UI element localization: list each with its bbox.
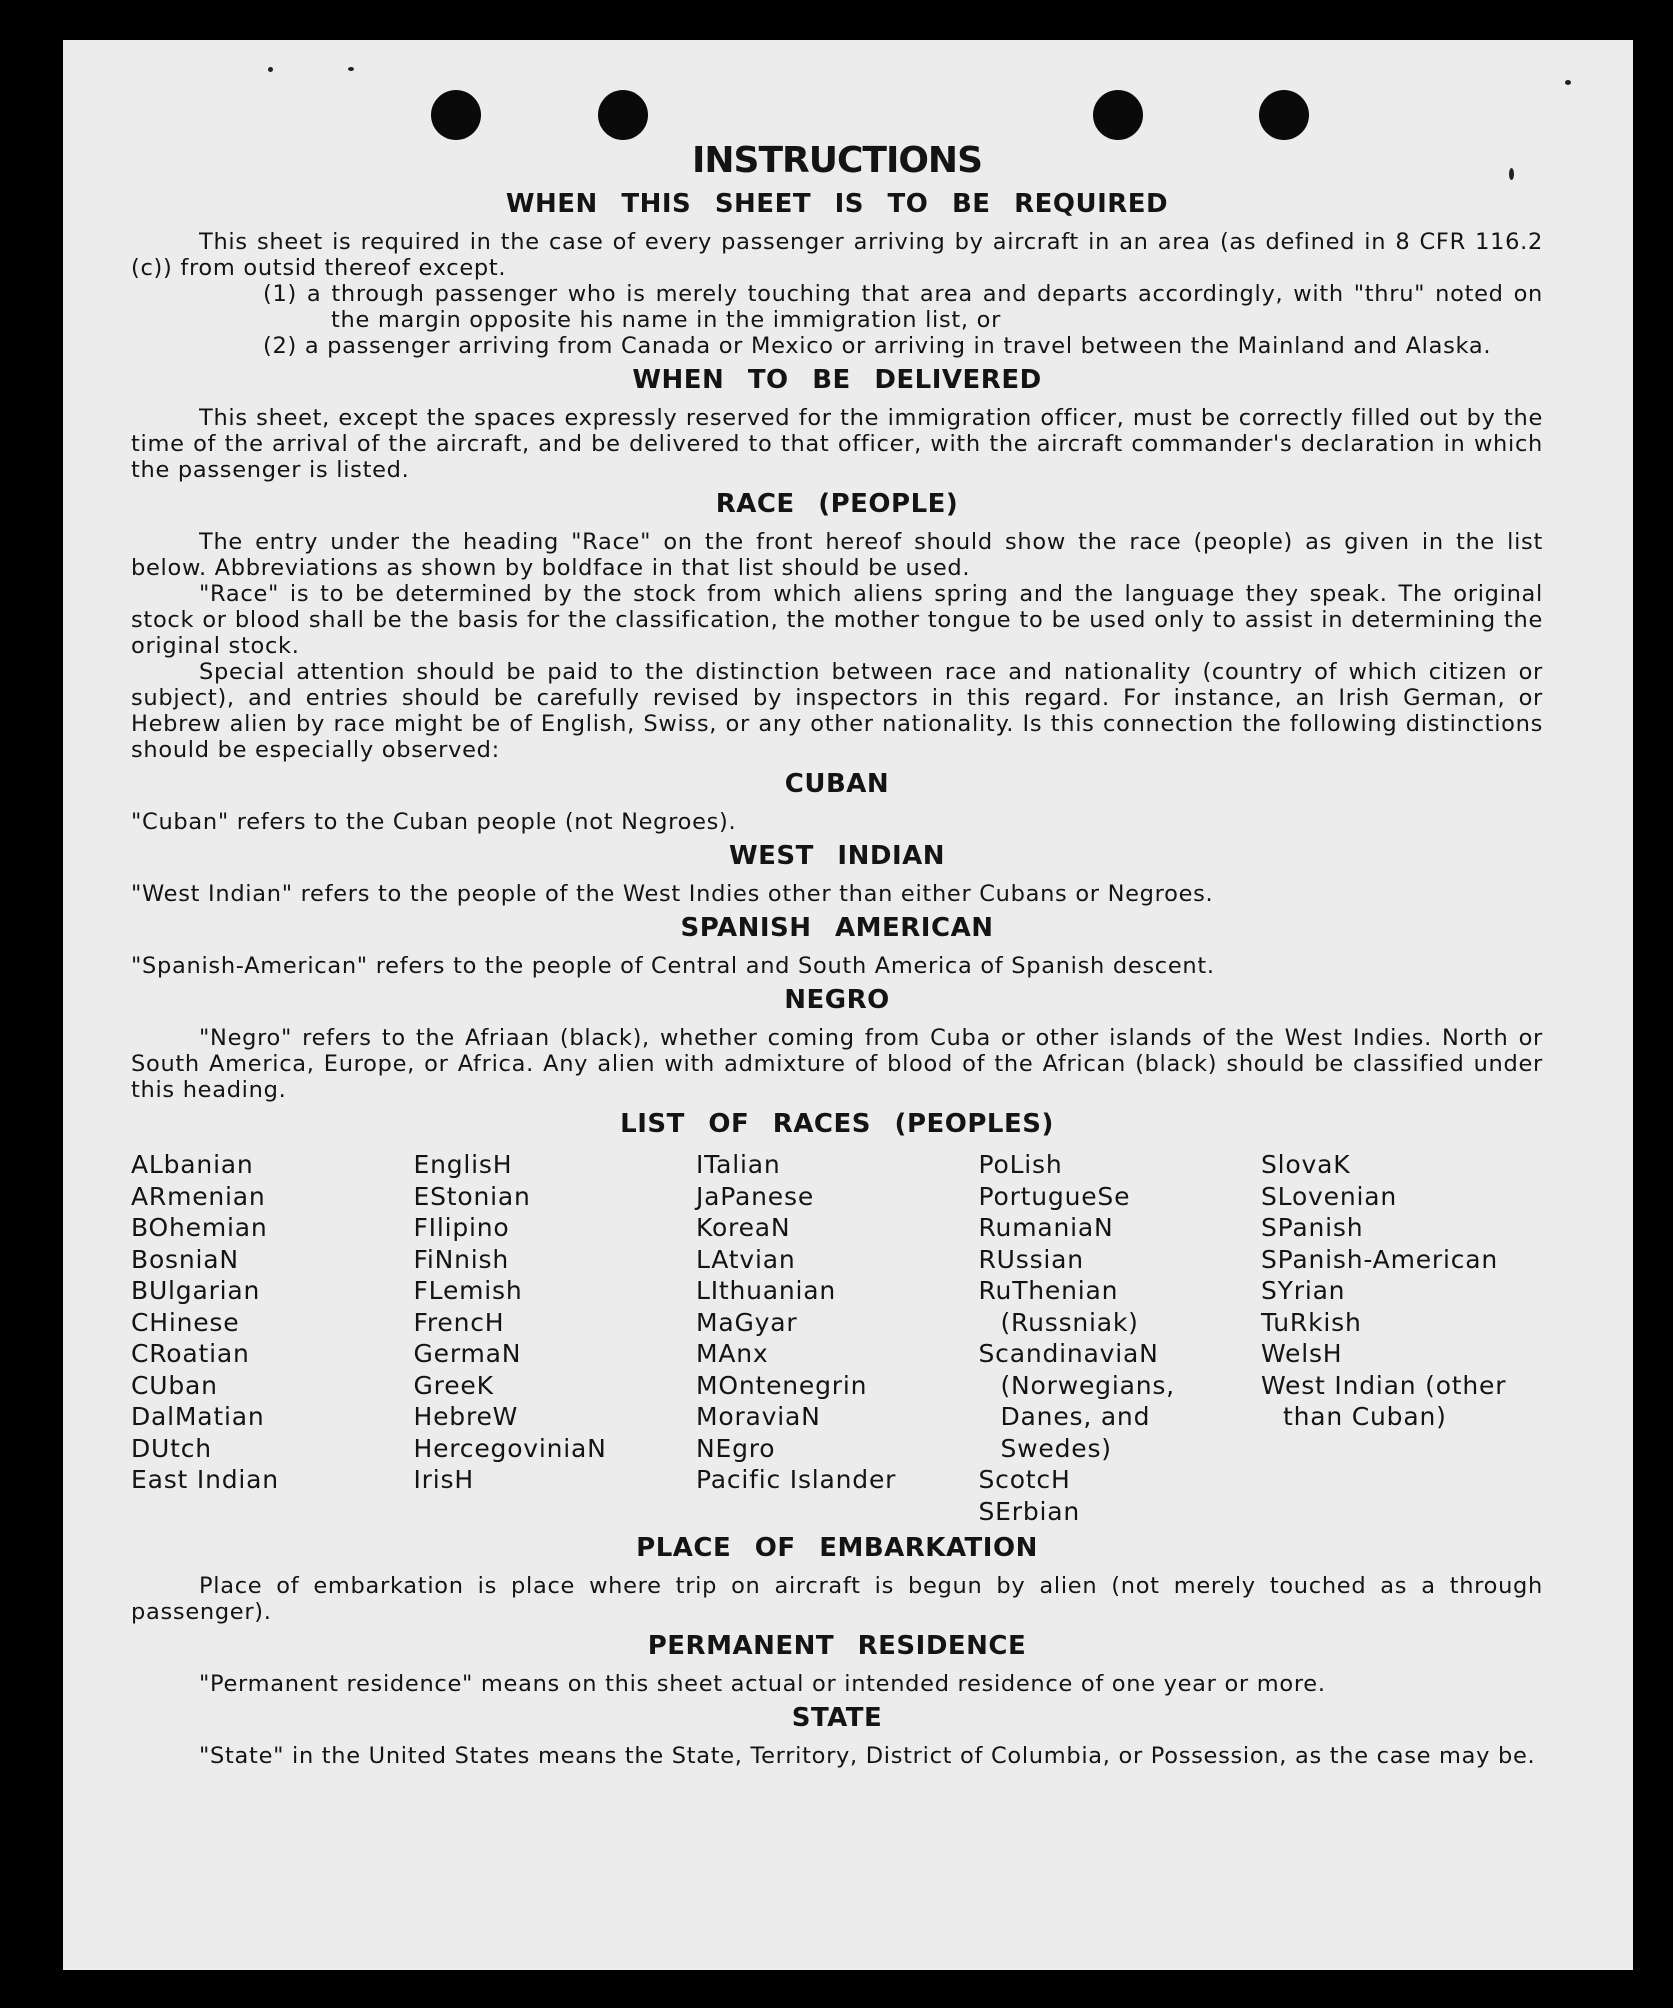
races-column-3 [696,1149,978,1527]
race-entry: BOhemian [131,1213,268,1242]
race-entry: FrencH [413,1307,505,1337]
race-entry: West Indian (other than Cuban) [1261,1370,1507,1431]
punch-hole [431,90,481,140]
races-column-1 [131,1149,413,1527]
race-entry: MOntenegrin [696,1370,868,1400]
race-entry: ALbanian [131,1150,254,1179]
race-entry: LIthuanian [696,1276,837,1305]
punch-hole [1093,90,1143,140]
paragraph-cuban: "Cuban" refers to the Cuban people (not Negroes). [131,809,737,835]
race-entry: CUban [131,1370,218,1400]
paragraph-race-1: The entry under the heading "Race" on the front hereof should show the race (people) as given in the list below. Abbreviations as shown by boldface in that list should be used. [131,529,1543,581]
punch-hole [598,90,648,140]
race-entry: ScotcH [978,1465,1071,1494]
section-heading-race: RACE (PEOPLE) [715,489,959,519]
race-entry: TuRkish [1261,1307,1362,1337]
section-heading-embarkation: PLACE OF EMBARKATION [636,1533,1038,1563]
paragraph-delivered: This sheet, except the spaces expressly reserved for the immigration officer, must be correctly filled out by the time of the arrival of the aircraft, and be delivered to that officer, with the aircraft commander's declaration in which the passenger is listed. [131,405,1543,483]
race-entry: SLovenian [1261,1181,1397,1211]
exception-item-1: (1) a through passenger who is merely touching that area and departs accordingly, with "thru" noted on the margin opposite his name in the immigration list, or [263,281,1543,333]
paragraph-spanish-american: "Spanish-American" refers to the people of Central and South America of Spanish descent. [131,953,1215,979]
section-heading-state: STATE [791,1703,883,1733]
race-entry: EStonian [413,1181,531,1211]
race-entry: East Indian [131,1465,279,1494]
exception-item-2: (2) a passenger arriving from Canada or Mexico or arriving in travel between the Mainland and Alaska. [263,333,1492,359]
paragraph-embarkation: Place of embarkation is place where trip on aircraft is begun by alien (not merely touched as a through passenger). [131,1573,1543,1625]
race-entry: FLemish [413,1276,523,1305]
punch-hole [1259,90,1309,140]
race-entry: LAtvian [696,1244,796,1274]
races-column-2 [414,1149,696,1527]
section-heading-spanish-american: SPANISH AMERICAN [680,913,994,943]
paragraph-race-3: Special attention should be paid to the distinction between race and nationality (country of which citizen or subject), and entries should be carefully revised by inspectors in this regard. For instance, an Irish German, or Hebrew alien by race might be of English, Swiss, or any other nationality. Is this connection the following distinctions should be especially observed: [131,659,1543,763]
paragraph-west-indian: "West Indian" refers to the people of the West Indies other than either Cubans or Negroes. [131,881,1214,907]
race-entry: SPanish-American [1261,1244,1499,1274]
race-entry: HebreW [413,1402,519,1431]
race-entry: PoLish [978,1150,1063,1179]
races-column-5 [1261,1149,1543,1527]
race-entry: DalMatian [131,1402,265,1431]
section-heading-list-of-races: LIST OF RACES (PEOPLES) [620,1109,1054,1139]
race-entry: SErbian [978,1496,1081,1526]
race-entry: BosniaN [131,1244,239,1274]
race-entry: SYrian [1261,1276,1346,1305]
instructions-body [131,140,1543,1769]
race-entry: RumaniaN [978,1213,1114,1242]
race-entry: IrisH [413,1465,474,1494]
speck [1565,80,1571,85]
section-heading-west-indian: WEST INDIAN [728,841,946,871]
race-entry: EnglisH [413,1150,513,1179]
speck [268,67,273,72]
race-entry: ITalian [696,1150,781,1179]
race-entry: DUtch [131,1433,212,1463]
race-entry: CRoatian [131,1339,250,1368]
race-entry: GreeK [413,1370,494,1400]
section-heading-residence: PERMANENT RESIDENCE [647,1631,1027,1661]
race-entry: ARmenian [131,1181,266,1211]
race-entry: CHinese [131,1307,240,1337]
race-entry: HercegoviniaN [413,1433,607,1463]
races-list [131,1149,1543,1527]
race-entry: FIlipino [413,1213,510,1242]
page-title: INSTRUCTIONS [692,140,982,181]
race-entry: MaGyar [696,1307,798,1337]
section-heading-negro: NEGRO [784,985,890,1015]
race-entry: JaPanese [696,1181,814,1211]
race-entry: FiNnish [413,1244,509,1274]
paragraph-state: "State" in the United States means the State, Territory, District of Columbia, or Possession, as the case may be. [199,1743,1536,1769]
race-entry: NEgro [696,1433,776,1463]
race-entry: RUssian [978,1244,1084,1274]
race-entry: Pacific Islander [696,1465,897,1494]
paragraph-residence: "Permanent residence" means on this sheet actual or intended residence of one year or more. [199,1671,1326,1697]
paragraph-required: This sheet is required in the case of every passenger arriving by aircraft in an area (as defined in 8 CFR 116.2 (c)) from outsid thereof except. [131,229,1543,281]
document-page [63,40,1633,1970]
paragraph-negro: "Negro" refers to the Afriaan (black), whether coming from Cuba or other islands of the West Indies. North or South America, Europe, or Africa. Any alien with admixture of blood of the African (black) should be classified under this heading. [131,1025,1543,1103]
race-entry: MAnx [696,1339,769,1368]
race-entry: MoraviaN [696,1402,821,1431]
race-entry: SlovaK [1261,1150,1351,1179]
paragraph-race-2: "Race" is to be determined by the stock from which aliens spring and the language they speak. The original stock or blood shall be the basis for the classification, the mother tongue to be used only to assist in determining the original stock. [131,581,1543,659]
section-heading-required: WHEN THIS SHEET IS TO BE REQUIRED [505,189,1169,219]
race-entry: WelsH [1261,1339,1343,1368]
speck [348,67,354,71]
race-entry: PortugueSe [978,1181,1131,1211]
race-entry: BUlgarian [131,1276,261,1305]
race-entry: ScandinaviaN (Norwegians, Danes, and Swedes) [978,1339,1175,1463]
race-entry: SPanish [1261,1213,1364,1242]
section-heading-cuban: CUBAN [784,769,890,799]
races-column-4 [979,1149,1261,1527]
race-entry: KoreaN [696,1213,791,1242]
race-entry: GermaN [413,1339,522,1368]
race-entry: RuThenian (Russniak) [978,1276,1139,1337]
section-heading-delivered: WHEN TO BE DELIVERED [632,365,1042,395]
